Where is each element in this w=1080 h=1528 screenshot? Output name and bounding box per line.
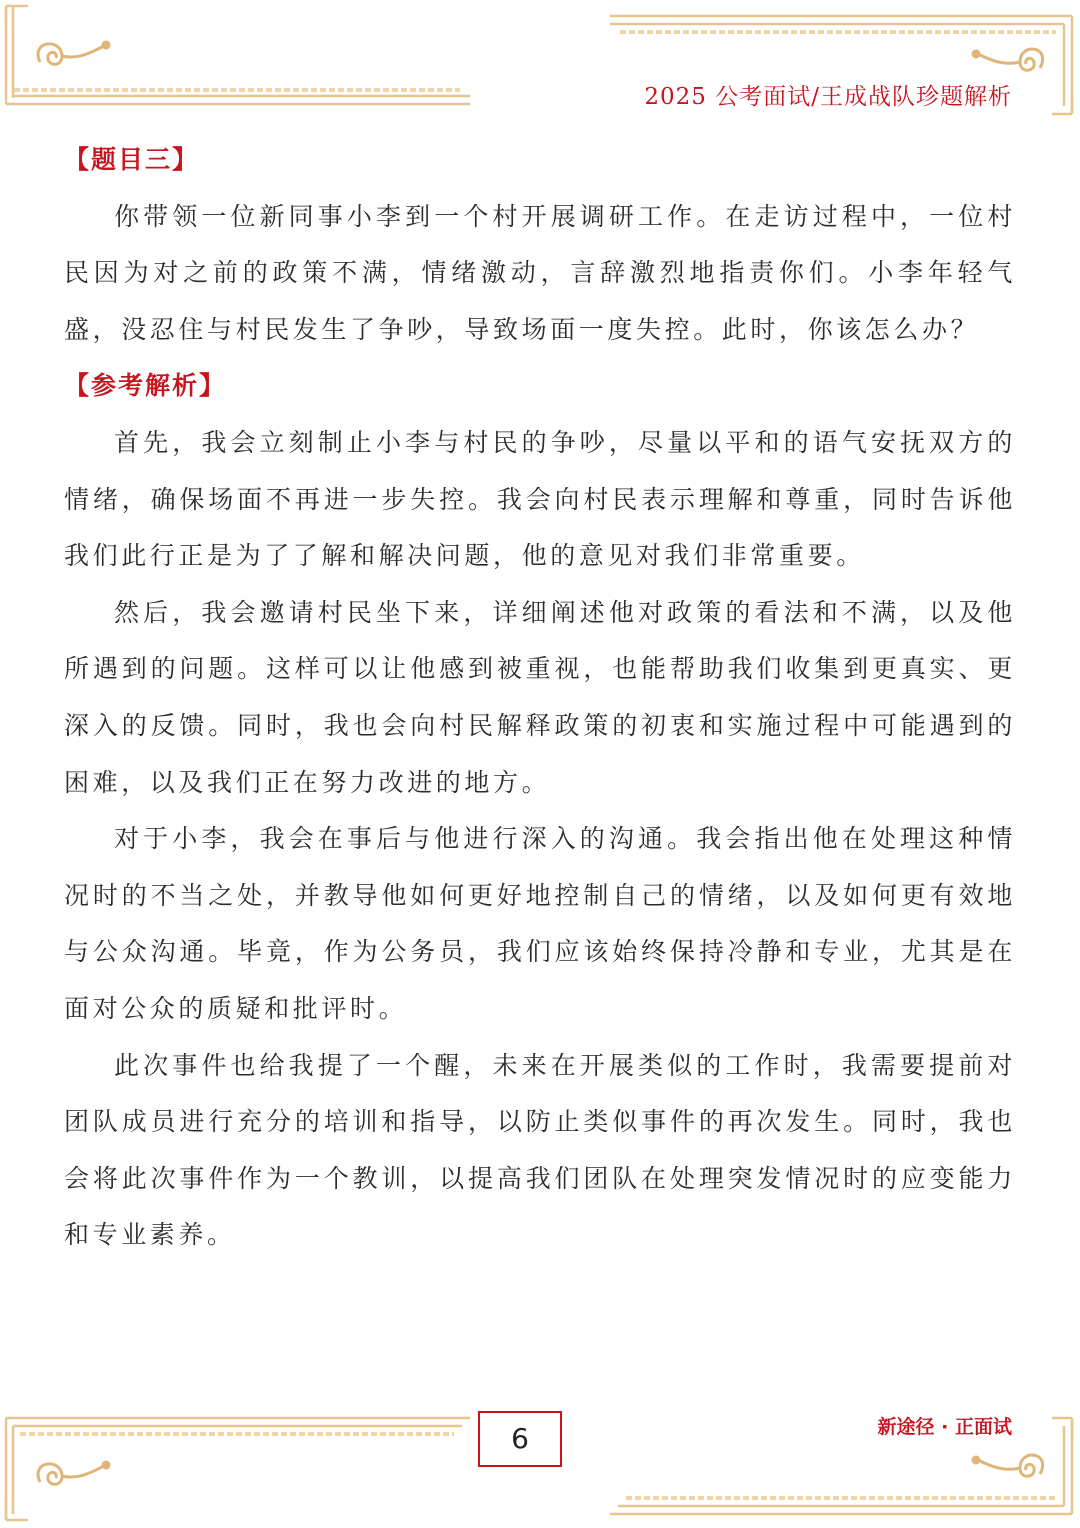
answer-label: 【参考解析】: [64, 371, 227, 401]
corner-ornament-bottom-left: [0, 1410, 480, 1528]
corner-ornament-top-left: [0, 0, 480, 110]
answer-paragraph: 此次事件也给我提了一个醒，未来在开展类似的工作时，我需要提前对团队成员进行充分的培训和指导，以防止类似事件的再次发生。同时，我也会将此次事件作为一个教训，以提高我们团队在处理突发情况时的应变能力和专业素养。: [64, 1050, 1016, 1250]
answer-paragraph: 首先，我会立刻制止小李与村民的争吵，尽量以平和的语气安抚双方的情绪，确保场面不再进一步失控。我会向村民表示理解和尊重，同时告诉他我们此行正是为了了解和解决问题，他的意见对我们非常重要。: [64, 427, 1016, 571]
question-text: 你带领一位新同事小李到一个村开展调研工作。在走访过程中，一位村民因为对之前的政策不满，情绪激动，言辞激烈地指责你们。小李年轻气盛，没忍住与村民发生了争吵，导致场面一度失控。此时，你该怎么办？: [64, 201, 1016, 344]
answer-paragraph: 对于小李，我会在事后与他进行深入的沟通。我会指出他在处理这种情况时的不当之处，并教导他如何更好地控制自己的情绪，以及如何更有效地与公众沟通。毕竟，作为公务员，我们应该始终保持冷静和专业，尤其是在面对公众的质疑和批评时。: [64, 824, 1016, 1023]
question-label: 【题目三】: [64, 145, 200, 174]
header-title: 2025 公考面试/王成战队珍题解析: [644, 84, 1012, 110]
footer-slogan: 新途径 · 正面试: [877, 1416, 1012, 1438]
answer-paragraph: 然后，我会邀请村民坐下来，详细阐述他对政策的看法和不满，以及他所遇到的问题。这样可以让他感到被重视，也能帮助我们收集到更真实、更深入的反馈。同时，我也会向村民解释政策的初衷和实施过程中可能遇到的困难，以及我们正在努力改进的地方。: [64, 597, 1016, 797]
page-number: 6: [478, 1411, 562, 1467]
main-content: [64, 132, 1016, 1264]
